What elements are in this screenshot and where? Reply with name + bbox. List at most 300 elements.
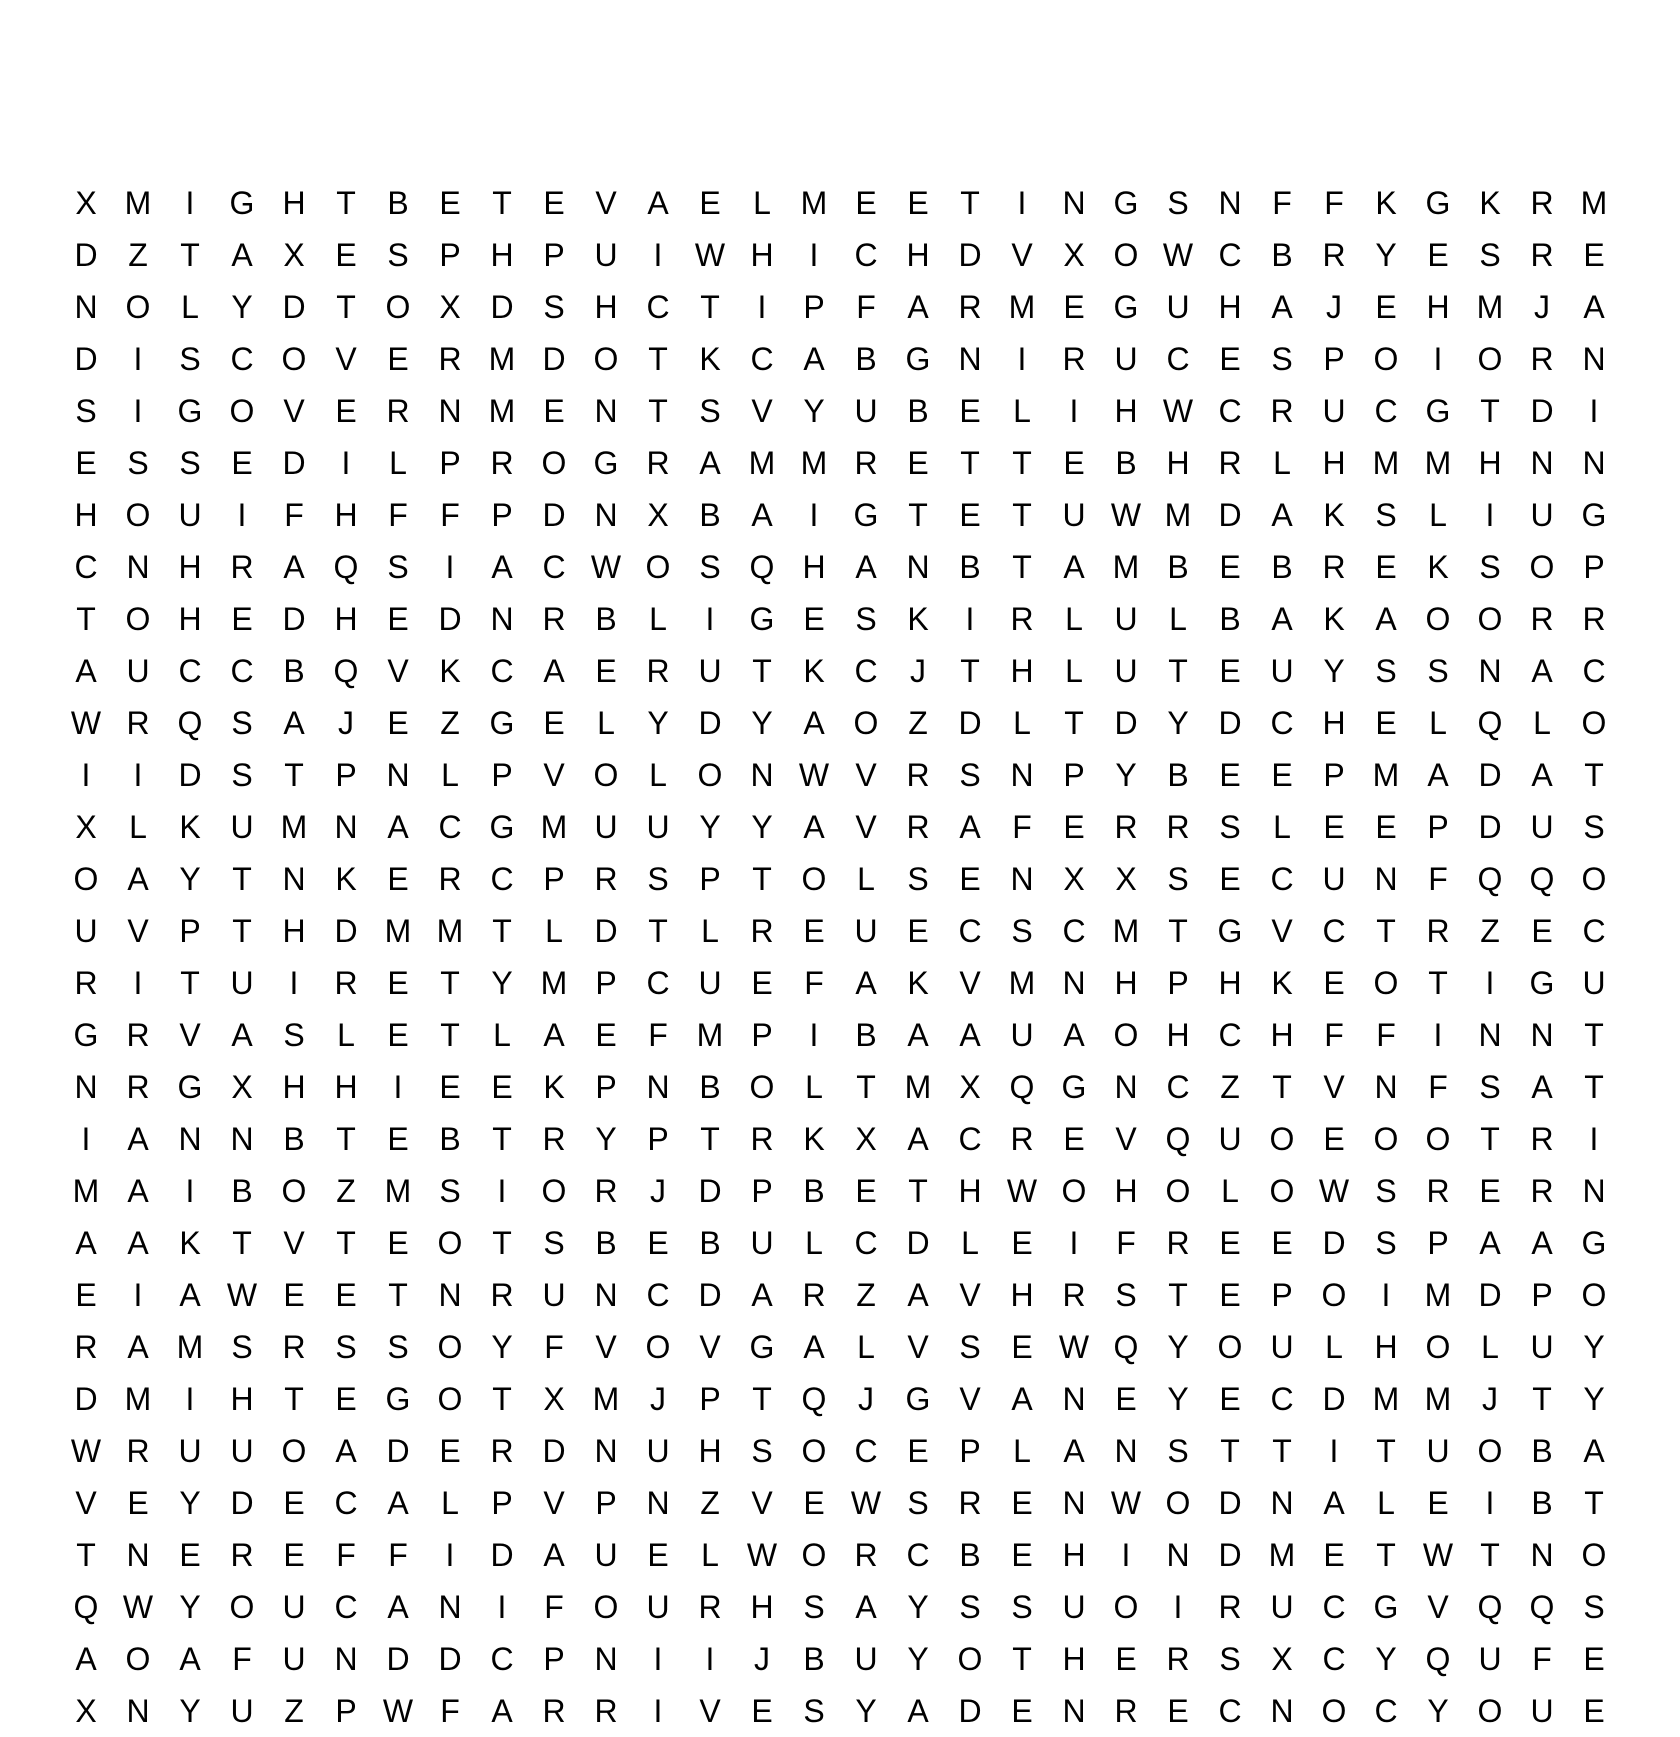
grid-letter[interactable]: U [1530,1329,1554,1365]
grid-letter[interactable]: R [1166,1225,1190,1261]
grid-letter[interactable]: U [1218,1121,1242,1157]
grid-letter[interactable]: T [388,1277,408,1313]
grid-letter[interactable]: Y [595,1121,617,1157]
grid-letter[interactable]: G [73,1017,99,1053]
grid-letter[interactable]: T [752,1381,772,1417]
grid-letter[interactable]: U [282,1641,306,1677]
grid-letter[interactable]: R [1166,809,1190,845]
grid-letter[interactable]: U [646,809,670,845]
grid-letter[interactable]: A [179,1277,201,1313]
grid-letter[interactable]: G [489,705,515,741]
grid-letter[interactable]: U [1530,809,1554,845]
grid-letter[interactable]: C [854,1433,878,1469]
grid-letter[interactable]: S [1219,809,1241,845]
grid-letter[interactable]: J [1534,289,1550,325]
grid-letter[interactable]: P [1323,757,1345,793]
grid-letter[interactable]: E [1583,237,1605,273]
grid-letter[interactable]: T [1480,1121,1500,1157]
grid-letter[interactable]: M [384,1173,412,1209]
grid-letter[interactable]: E [387,1225,409,1261]
grid-letter[interactable]: M [1372,445,1400,481]
grid-letter[interactable]: D [1114,705,1138,741]
grid-letter[interactable]: A [75,653,97,689]
grid-letter[interactable]: O [125,497,151,533]
grid-letter[interactable]: V [699,1693,721,1729]
grid-letter[interactable]: F [648,1017,668,1053]
grid-letter[interactable]: U [594,237,618,273]
grid-letter[interactable]: S [1375,653,1397,689]
grid-letter[interactable]: I [237,497,247,533]
grid-letter[interactable]: R [438,861,462,897]
grid-letter[interactable]: Z [1220,1069,1240,1105]
grid-letter[interactable]: E [699,185,721,221]
grid-letter[interactable]: E [283,1537,305,1573]
grid-letter[interactable]: M [1424,1381,1452,1417]
grid-letter[interactable]: T [1220,1433,1240,1469]
grid-letter[interactable]: S [387,237,409,273]
grid-letter[interactable]: H [282,913,306,949]
grid-letter[interactable]: E [1219,653,1241,689]
grid-letter[interactable]: A [179,1641,201,1677]
grid-letter[interactable]: C [1322,1589,1346,1625]
grid-letter[interactable]: G [905,1381,931,1417]
grid-letter[interactable]: B [595,601,617,637]
grid-letter[interactable]: Z [908,705,928,741]
grid-letter[interactable]: M [384,913,412,949]
grid-letter[interactable]: S [1479,549,1501,585]
grid-letter[interactable]: A [543,1537,565,1573]
grid-letter[interactable]: A [907,1017,929,1053]
grid-letter[interactable]: N [594,1433,618,1469]
grid-letter[interactable]: O [645,549,671,585]
grid-letter[interactable]: L [441,1485,459,1521]
grid-letter[interactable]: U [1010,1017,1034,1053]
grid-letter[interactable]: J [650,1173,666,1209]
grid-letter[interactable]: C [542,549,566,585]
grid-letter[interactable]: O [541,445,567,481]
grid-letter[interactable]: I [1017,185,1027,221]
grid-letter[interactable]: V [959,965,981,1001]
grid-letter[interactable]: T [1012,549,1032,585]
grid-letter[interactable]: E [439,1433,461,1469]
grid-letter[interactable]: C [750,341,774,377]
grid-letter[interactable]: U [594,809,618,845]
grid-letter[interactable]: E [283,1485,305,1521]
grid-letter[interactable]: O [1269,1121,1295,1157]
grid-letter[interactable]: C [230,341,254,377]
grid-letter[interactable]: E [1375,809,1397,845]
grid-letter[interactable]: T [492,1225,512,1261]
grid-letter[interactable]: C [490,861,514,897]
grid-letter[interactable]: O [1373,1121,1399,1157]
grid-letter[interactable]: N [1114,1069,1138,1105]
grid-letter[interactable]: O [1477,1693,1503,1729]
grid-letter[interactable]: I [133,1277,143,1313]
grid-letter[interactable]: V [855,757,877,793]
grid-letter[interactable]: A [387,809,409,845]
grid-letter[interactable]: O [1373,965,1399,1001]
grid-letter[interactable]: U [126,653,150,689]
grid-letter[interactable]: N [594,497,618,533]
grid-letter[interactable]: Q [1009,1069,1035,1105]
grid-letter[interactable]: I [1485,965,1495,1001]
grid-letter[interactable]: Y [1167,705,1189,741]
grid-letter[interactable]: B [803,1173,825,1209]
grid-letter[interactable]: R [1062,1277,1086,1313]
grid-letter[interactable]: V [387,653,409,689]
grid-letter[interactable]: A [907,1121,929,1157]
grid-letter[interactable]: S [1375,1225,1397,1261]
grid-letter[interactable]: D [386,1641,410,1677]
grid-letter[interactable]: G [177,1069,203,1105]
grid-letter[interactable]: O [1425,1329,1451,1365]
grid-letter[interactable]: Y [491,1329,513,1365]
grid-letter[interactable]: A [1531,1225,1553,1261]
grid-letter[interactable]: A [127,1225,149,1261]
grid-letter[interactable]: S [179,341,201,377]
grid-letter[interactable]: A [1011,1381,1033,1417]
grid-letter[interactable]: S [1479,1069,1501,1105]
grid-letter[interactable]: E [959,861,981,897]
grid-letter[interactable]: D [334,913,358,949]
grid-letter[interactable]: E [387,1121,409,1157]
grid-letter[interactable]: N [1062,1693,1086,1729]
grid-letter[interactable]: X [75,1693,97,1729]
grid-letter[interactable]: E [907,1433,929,1469]
grid-letter[interactable]: T [1012,497,1032,533]
grid-letter[interactable]: I [393,1069,403,1105]
grid-letter[interactable]: A [127,1329,149,1365]
grid-letter[interactable]: Y [699,809,721,845]
grid-letter[interactable]: U [1270,1329,1294,1365]
grid-letter[interactable]: D [1218,497,1242,533]
grid-letter[interactable]: L [1273,445,1291,481]
grid-letter[interactable]: T [1376,1537,1396,1573]
grid-letter[interactable]: E [387,1017,409,1053]
grid-letter[interactable]: D [1478,1277,1502,1313]
grid-letter[interactable]: U [230,809,254,845]
grid-letter[interactable]: E [1167,1693,1189,1729]
grid-letter[interactable]: C [1062,913,1086,949]
grid-letter[interactable]: A [1375,601,1397,637]
grid-letter[interactable]: H [750,237,774,273]
grid-letter[interactable]: E [1375,549,1397,585]
grid-letter[interactable]: P [335,757,357,793]
grid-letter[interactable]: A [1531,1069,1553,1105]
grid-letter[interactable]: I [1069,1225,1079,1261]
grid-letter[interactable]: I [133,341,143,377]
grid-letter[interactable]: M [540,965,568,1001]
grid-letter[interactable]: I [497,1173,507,1209]
grid-letter[interactable]: A [1427,757,1449,793]
grid-letter[interactable]: L [493,1017,511,1053]
grid-letter[interactable]: E [1219,1381,1241,1417]
grid-letter[interactable]: O [1373,341,1399,377]
grid-letter[interactable]: U [230,1433,254,1469]
grid-letter[interactable]: Y [751,809,773,845]
grid-letter[interactable]: H [282,1069,306,1105]
grid-letter[interactable]: L [1169,601,1187,637]
grid-letter[interactable]: D [438,1641,462,1677]
grid-letter[interactable]: I [185,185,195,221]
grid-letter[interactable]: K [907,965,929,1001]
grid-letter[interactable]: L [1533,705,1551,741]
grid-letter[interactable]: N [230,1121,254,1157]
grid-letter[interactable]: T [232,913,252,949]
grid-letter[interactable]: N [958,341,982,377]
grid-letter[interactable]: R [1530,237,1554,273]
grid-letter[interactable]: N [1218,185,1242,221]
grid-letter[interactable]: Y [751,705,773,741]
grid-letter[interactable]: E [959,393,981,429]
grid-letter[interactable]: O [229,1589,255,1625]
grid-letter[interactable]: S [1427,653,1449,689]
grid-letter[interactable]: A [855,549,877,585]
grid-letter[interactable]: O [1061,1173,1087,1209]
grid-letter[interactable]: E [387,861,409,897]
grid-letter[interactable]: H [1114,965,1138,1001]
grid-letter[interactable]: P [491,497,513,533]
grid-letter[interactable]: U [594,1537,618,1573]
grid-letter[interactable]: Y [1375,1641,1397,1677]
grid-letter[interactable]: L [1273,809,1291,845]
grid-letter[interactable]: W [798,757,830,793]
grid-letter[interactable]: R [490,1433,514,1469]
grid-letter[interactable]: H [178,549,202,585]
grid-letter[interactable]: T [492,913,512,949]
grid-letter[interactable]: R [1426,1173,1450,1209]
grid-letter[interactable]: A [1531,757,1553,793]
grid-letter[interactable]: R [594,861,618,897]
grid-letter[interactable]: Y [907,1641,929,1677]
grid-letter[interactable]: K [543,1069,565,1105]
grid-letter[interactable]: E [1011,1693,1033,1729]
grid-letter[interactable]: S [543,289,565,325]
grid-letter[interactable]: K [803,653,825,689]
grid-letter[interactable]: S [907,1485,929,1521]
grid-letter[interactable]: R [594,1693,618,1729]
grid-letter[interactable]: J [910,653,926,689]
grid-letter[interactable]: U [1270,653,1294,689]
grid-letter[interactable]: R [1322,237,1346,273]
grid-letter[interactable]: E [283,1277,305,1313]
grid-letter[interactable]: A [751,497,773,533]
grid-letter[interactable]: M [436,913,464,949]
grid-letter[interactable]: L [597,705,615,741]
grid-letter[interactable]: N [1374,861,1398,897]
grid-letter[interactable]: O [1477,601,1503,637]
grid-letter[interactable]: T [232,861,252,897]
grid-letter[interactable]: U [1062,1589,1086,1625]
grid-letter[interactable]: O [645,1329,671,1365]
grid-letter[interactable]: R [906,809,930,845]
grid-letter[interactable]: F [544,1329,564,1365]
grid-letter[interactable]: U [1426,1433,1450,1469]
grid-letter[interactable]: R [230,1537,254,1573]
grid-letter[interactable]: P [595,965,617,1001]
grid-letter[interactable]: V [595,1329,617,1365]
grid-letter[interactable]: Q [1477,1589,1503,1625]
grid-letter[interactable]: S [907,861,929,897]
grid-letter[interactable]: F [1012,809,1032,845]
grid-letter[interactable]: A [1583,289,1605,325]
grid-letter[interactable]: N [594,393,618,429]
grid-letter[interactable]: C [646,965,670,1001]
grid-letter[interactable]: A [803,705,825,741]
grid-letter[interactable]: I [705,1641,715,1677]
grid-letter[interactable]: S [699,393,721,429]
grid-letter[interactable]: E [387,601,409,637]
grid-letter[interactable]: D [230,1485,254,1521]
grid-letter[interactable]: U [74,913,98,949]
grid-letter[interactable]: O [749,1069,775,1105]
grid-letter[interactable]: Y [1323,653,1345,689]
grid-letter[interactable]: F [544,1589,564,1625]
grid-letter[interactable]: F [336,1537,356,1573]
grid-letter[interactable]: N [1010,861,1034,897]
grid-letter[interactable]: E [1427,237,1449,273]
grid-letter[interactable]: N [1530,445,1554,481]
grid-letter[interactable]: I [133,965,143,1001]
grid-letter[interactable]: T [1584,1485,1604,1521]
grid-letter[interactable]: N [1062,1381,1086,1417]
grid-letter[interactable]: R [126,705,150,741]
grid-letter[interactable]: A [335,1433,357,1469]
grid-letter[interactable]: K [1479,185,1501,221]
grid-letter[interactable]: C [1582,913,1606,949]
grid-letter[interactable]: R [1426,913,1450,949]
grid-letter[interactable]: E [1219,549,1241,585]
grid-letter[interactable]: V [959,1277,981,1313]
grid-letter[interactable]: R [906,757,930,793]
grid-letter[interactable]: M [124,1381,152,1417]
grid-letter[interactable]: K [1427,549,1449,585]
grid-letter[interactable]: A [283,549,305,585]
grid-letter[interactable]: B [387,185,409,221]
grid-letter[interactable]: O [1113,237,1139,273]
grid-letter[interactable]: Y [803,393,825,429]
grid-letter[interactable]: R [74,1329,98,1365]
grid-letter[interactable]: M [1008,965,1036,1001]
grid-letter[interactable]: A [387,1485,409,1521]
grid-letter[interactable]: T [1376,1433,1396,1469]
grid-letter[interactable]: N [1114,1433,1138,1469]
grid-letter[interactable]: N [646,1069,670,1105]
grid-letter[interactable]: Y [855,1693,877,1729]
grid-letter[interactable]: E [75,1277,97,1313]
grid-letter[interactable]: B [959,549,981,585]
grid-letter[interactable]: H [1062,1641,1086,1677]
grid-letter[interactable]: K [803,1121,825,1157]
grid-letter[interactable]: S [1167,1433,1189,1469]
grid-letter[interactable]: D [542,1433,566,1469]
grid-letter[interactable]: I [705,601,715,637]
grid-letter[interactable]: D [1530,393,1554,429]
grid-letter[interactable]: B [1271,237,1293,273]
grid-letter[interactable]: A [387,1589,409,1625]
grid-letter[interactable]: S [1219,1641,1241,1677]
grid-letter[interactable]: A [751,1277,773,1313]
grid-letter[interactable]: O [1477,1433,1503,1469]
grid-letter[interactable]: R [1010,601,1034,637]
grid-letter[interactable]: X [439,289,461,325]
grid-letter[interactable]: C [1322,913,1346,949]
grid-letter[interactable]: G [1529,965,1555,1001]
grid-letter[interactable]: R [854,1537,878,1573]
grid-letter[interactable]: L [649,601,667,637]
grid-letter[interactable]: A [127,1173,149,1209]
grid-letter[interactable]: W [590,549,622,585]
grid-letter[interactable]: R [1530,185,1554,221]
grid-letter[interactable]: I [809,1017,819,1053]
grid-letter[interactable]: M [1476,289,1504,325]
grid-letter[interactable]: Z [1480,913,1500,949]
grid-letter[interactable]: E [543,705,565,741]
grid-letter[interactable]: L [1013,393,1031,429]
grid-letter[interactable]: Y [179,1589,201,1625]
grid-letter[interactable]: A [1479,1225,1501,1261]
grid-letter[interactable]: X [75,185,97,221]
grid-letter[interactable]: T [960,653,980,689]
grid-letter[interactable]: R [698,1589,722,1625]
grid-letter[interactable]: O [1581,1537,1607,1573]
grid-letter[interactable]: S [75,393,97,429]
grid-letter[interactable]: E [1219,1277,1241,1313]
grid-letter[interactable]: V [959,1381,981,1417]
grid-letter[interactable]: I [809,497,819,533]
grid-letter[interactable]: Q [1529,1589,1555,1625]
grid-letter[interactable]: N [438,1277,462,1313]
grid-letter[interactable]: E [1375,289,1397,325]
grid-letter[interactable]: L [1065,653,1083,689]
grid-letter[interactable]: V [75,1485,97,1521]
grid-letter[interactable]: P [439,237,461,273]
grid-letter[interactable]: F [440,1693,460,1729]
grid-letter[interactable]: C [854,237,878,273]
grid-letter[interactable]: U [1270,1589,1294,1625]
grid-letter[interactable]: N [906,549,930,585]
grid-letter[interactable]: F [856,289,876,325]
grid-letter[interactable]: B [855,341,877,377]
grid-letter[interactable]: R [1218,445,1242,481]
grid-letter[interactable]: E [439,1069,461,1105]
grid-letter[interactable]: G [1425,393,1451,429]
grid-letter[interactable]: D [958,237,982,273]
grid-letter[interactable]: T [180,965,200,1001]
grid-letter[interactable]: P [543,237,565,273]
grid-letter[interactable]: A [1531,653,1553,689]
grid-letter[interactable]: O [437,1225,463,1261]
grid-letter[interactable]: M [904,1069,932,1105]
grid-letter[interactable]: F [1376,1017,1396,1053]
grid-letter[interactable]: R [1062,341,1086,377]
grid-letter[interactable]: N [1582,445,1606,481]
grid-letter[interactable]: V [283,1225,305,1261]
grid-letter[interactable]: D [282,289,306,325]
grid-letter[interactable]: E [1063,1121,1085,1157]
grid-letter[interactable]: S [803,1693,825,1729]
grid-letter[interactable]: A [1271,289,1293,325]
grid-letter[interactable]: Z [440,705,460,741]
grid-letter[interactable]: X [855,1121,877,1157]
grid-letter[interactable]: G [177,393,203,429]
grid-letter[interactable]: A [855,965,877,1001]
grid-letter[interactable]: I [653,237,663,273]
grid-letter[interactable]: A [127,861,149,897]
grid-letter[interactable]: W [1006,1173,1038,1209]
grid-letter[interactable]: N [1478,1017,1502,1053]
grid-letter[interactable]: A [1271,601,1293,637]
